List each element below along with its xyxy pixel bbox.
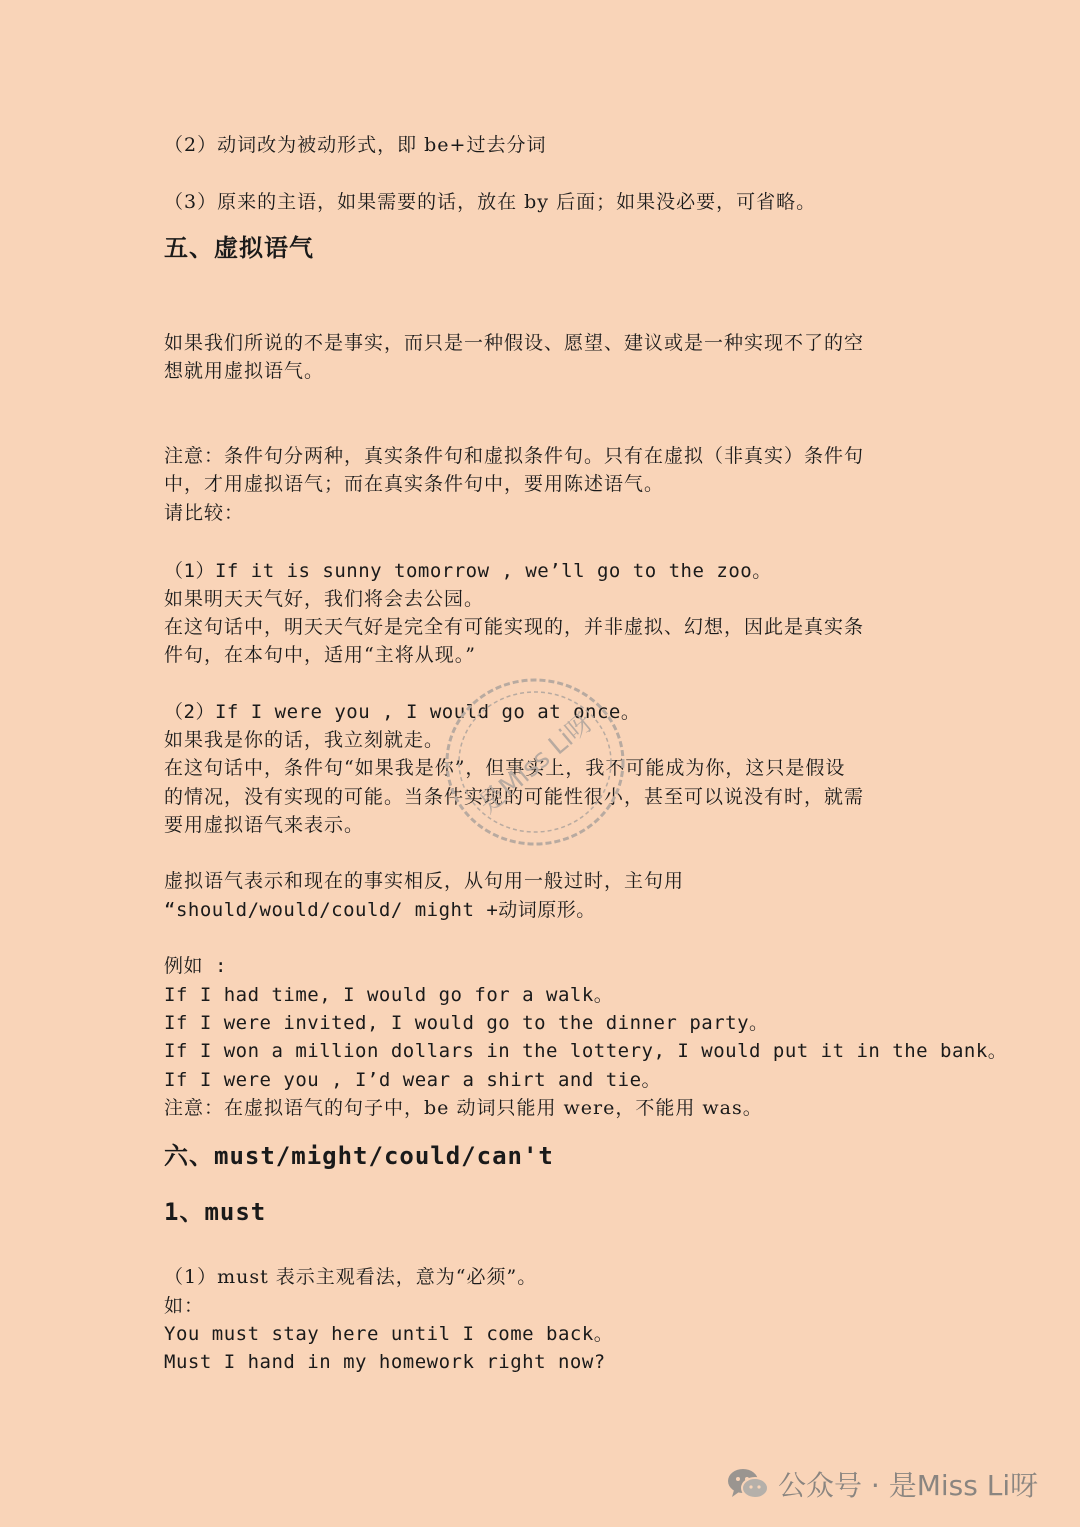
text-line: 想就用虚拟语气。 <box>164 360 325 382</box>
example-line: If I were you , I’d wear a shirt and tie。 <box>164 1069 662 1091</box>
text-line: 请比较： <box>164 502 245 524</box>
text-line: 的情况，没有实现的可能。当条件实现的可能性很小，甚至可以说没有时，就需 <box>164 786 865 808</box>
text-line: 在这句话中，条件句“如果我是你”，但事实上，我不可能成为你，这只是假设 <box>164 757 846 779</box>
text-line: （1）must 表示主观看法，意为“必须”。 <box>164 1266 538 1288</box>
example-line: （1）If it is sunny tomorrow , we’ll go to the zoo。 <box>164 560 772 582</box>
text-line: 如果我们所说的不是事实，而只是一种假设、愿望、建议或是一种实现不了的空 <box>164 332 865 354</box>
text-line: 虚拟语气表示和现在的事实相反，从句用一般过时，主句用 <box>164 870 685 892</box>
text-line: 注意：条件句分两种，真实条件句和虚拟条件句。只有在虚拟（非真实）条件句 <box>164 445 865 467</box>
example-line: You must stay here until I come back。 <box>164 1323 614 1345</box>
text-line: 在这句话中，明天天气好是完全有可能实现的，并非虚拟、幻想，因此是真实条 <box>164 616 865 638</box>
example-line: If I had time, I would go for a walk。 <box>164 984 614 1006</box>
example-line: If I were invited, I would go to the dinner party。 <box>164 1012 769 1034</box>
text-line: 如： <box>164 1295 205 1317</box>
watermark-text: 是Miss Li呀 <box>473 707 600 820</box>
text-line: 要用虚拟语气来表示。 <box>164 814 365 836</box>
section-heading: 六、must/might/could/can't <box>164 1142 554 1170</box>
text-line: 例如 : <box>164 955 227 977</box>
account-name: 公众号 · 是Miss Li呀 <box>778 1469 1039 1502</box>
section-heading: 五、虚拟语气 <box>164 234 314 262</box>
text-line: （3）原来的主语，如果需要的话，放在 by 后面；如果没必要，可省略。 <box>164 191 817 213</box>
example-line: （2）If I were you , I would go at once。 <box>164 701 641 723</box>
wechat-icon <box>726 1466 770 1502</box>
example-line: Must I hand in my homework right now? <box>164 1351 606 1373</box>
watermark-stamp <box>440 672 630 852</box>
text-line: 注意：在虚拟语气的句子中，be 动词只能用 were，不能用 was。 <box>164 1097 763 1119</box>
text-line: 如果我是你的话，我立刻就走。 <box>164 729 445 751</box>
subsection-heading: 1、must <box>164 1198 267 1226</box>
text-line: （2）动词改为被动形式，即 be+过去分词 <box>164 134 547 156</box>
text-line: “should/would/could/ might +动词原形。 <box>164 899 596 921</box>
account-footer <box>726 1462 1038 1506</box>
example-line: If I won a million dollars in the lottery, I would put it in the bank。 <box>164 1040 1008 1062</box>
text-line: 中，才用虚拟语气；而在真实条件句中，要用陈述语气。 <box>164 473 665 495</box>
text-line: 如果明天天气好，我们将会去公园。 <box>164 588 485 610</box>
text-line: 件句，在本句中，适用“主将从现。” <box>164 644 476 666</box>
